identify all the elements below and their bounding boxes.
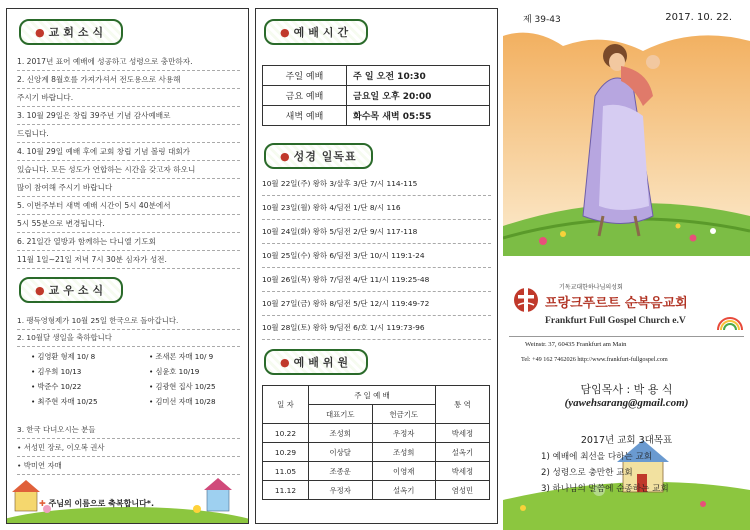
birthday-item: • 박준수 10/22 <box>31 382 82 391</box>
cell-date: 10.22 <box>263 424 309 443</box>
birthday-item: • 김우희 10/13 <box>31 367 82 376</box>
cell-date: 11.12 <box>263 481 309 500</box>
worship-time: 금요일 오후 20:00 <box>347 86 490 106</box>
worship-info-panel <box>255 8 498 524</box>
goal-item: 3) 하나님의 말씀에 순종하는 교회 <box>541 484 669 494</box>
worship-name: 새벽 예배 <box>263 106 347 126</box>
news-line: 11월 1일~21일 저녁 7시 30분 심자가 성전. <box>17 251 240 269</box>
church-goals-title: 2017년 교회 3대목표 <box>580 435 673 446</box>
birthday-list <box>17 349 249 409</box>
table-row <box>263 481 490 500</box>
visitors-list <box>17 421 240 475</box>
cell-translation: 염성민 <box>436 481 490 500</box>
cross-icon: ✚ <box>39 499 46 508</box>
news-line: 있습니다. 모든 성도가 연합하는 시간을 갖고자 하오니 <box>17 161 240 179</box>
birthday-item: • 김미선 자매 10/28 <box>149 397 216 406</box>
table-row <box>263 443 490 462</box>
reading-line: 10월 28일(토) 왕하 9/딤전 6/호 1/시 119:73-96 <box>262 316 491 340</box>
worship-time: 화수목 새벽 05:55 <box>347 106 490 126</box>
news-line: 3. 10월 29일은 창립 39주년 기념 감사예배로 <box>17 107 240 125</box>
visitors-title: 3. 한국 다녀오시는 분들 <box>17 421 240 439</box>
reading-line: 10월 22일(주) 왕하 3/살후 3/단 7/시 114-115 <box>262 172 491 196</box>
col-prayer: 대표기도 <box>309 405 373 424</box>
bible-reading-title: ● 성경 일독표 <box>264 143 373 169</box>
cell-offering: 설옥기 <box>372 481 436 500</box>
goal-item: 1) 예배에 최선을 다하는 교회 <box>541 452 653 462</box>
news-line: 1. 2017년 표어 예배에 성공하고 성령으로 충만하자. <box>17 53 240 71</box>
pastor-name: 담임목사 : 박 용 식 <box>580 383 673 396</box>
reading-line: 10월 26일(목) 왕하 7/딤전 4/단 11/시 119:25-48 <box>262 268 491 292</box>
table-row <box>263 462 490 481</box>
church-name-korean: 프랑크푸르트 순복음교회 <box>545 296 688 311</box>
visitor-item: • 서성민 장로, 이오복 권사 <box>17 439 240 457</box>
worship-times-title: ● 예배시간 <box>264 19 368 45</box>
cell-prayer: 조성희 <box>309 424 373 443</box>
cell-date: 11.05 <box>263 462 309 481</box>
reading-line: 10월 24일(화) 왕하 5/딤전 2/단 9/시 117-118 <box>262 220 491 244</box>
news-line: 5시 55분으로 변경됩니다. <box>17 215 240 233</box>
issue-number: 제 39-43 <box>523 15 561 25</box>
church-logo-icon <box>513 283 539 317</box>
cell-translation: 박세정 <box>436 462 490 481</box>
news-line: 드립니다. <box>17 125 240 143</box>
worship-committee-title: ● 예배위원 <box>264 349 368 375</box>
table-header-row <box>263 386 490 405</box>
cover-illustration-jesus <box>503 26 750 256</box>
table-row <box>263 106 490 126</box>
news-line: 2. 신앙계 8월호를 가져가셔서 전도용으로 사용해 <box>17 71 240 89</box>
church-news-title: ● 교회소식 <box>19 19 123 45</box>
cell-prayer: 조종운 <box>309 462 373 481</box>
cell-offering: 이영재 <box>372 462 436 481</box>
col-offering: 헌금기도 <box>372 405 436 424</box>
cell-offering: 조성희 <box>372 443 436 462</box>
cell-translation: 설옥기 <box>436 443 490 462</box>
member-line: 1. 팽득영형제가 10월 25일 한국으로 돌아갑니다. <box>17 313 240 330</box>
church-affiliation: 기독교대한하나님의성회 <box>559 284 623 291</box>
cell-date: 10.29 <box>263 443 309 462</box>
birthday-item: • 조새론 자매 10/ 9 <box>149 352 214 361</box>
news-line: 많이 참여해 주시기 바랍니다 <box>17 179 240 197</box>
pastor-email: (yawehsarang@gmail.com) <box>564 397 689 409</box>
church-news-panel <box>6 8 249 524</box>
col-date: 일 자 <box>263 386 309 424</box>
visitor-item: • 박미연 자매 <box>17 457 240 475</box>
birthday-item: • 김영환 형제 10/ 8 <box>31 352 96 361</box>
news-line: 6. 21일간 열방과 함께하는 다니엘 기도회 <box>17 233 240 251</box>
church-news-list <box>17 53 240 269</box>
goal-item: 2) 성령으로 충만한 교회 <box>541 468 633 478</box>
church-name-english: Frankfurt Full Gospel Church e.V <box>545 315 686 326</box>
worship-committee-table <box>262 385 490 500</box>
table-row <box>263 424 490 443</box>
blessing-text: ✚ 주님의 이름으로 축복합니다*. <box>39 499 155 508</box>
cell-prayer: 이상달 <box>309 443 373 462</box>
church-contact: Tel: +49 162 7462026 http://www.frankfurt-fullgospel.com <box>521 356 668 363</box>
bible-reading-list <box>262 172 491 340</box>
cell-translation: 박세정 <box>436 424 490 443</box>
col-sunday-group: 주 일 예 배 <box>309 386 436 405</box>
news-line: 5. 이번주부터 새벽 예배 시간이 5시 40분에서 <box>17 197 240 215</box>
reading-line: 10월 25일(수) 왕하 6/딤전 3/단 10/시 119:1-24 <box>262 244 491 268</box>
worship-time: 주 일 오전 10:30 <box>347 66 490 86</box>
news-line: 4. 10월 29일 예배 후에 교회 창립 기념 볼링 대회가 <box>17 143 240 161</box>
church-address: Weinstr. 37, 60435 Frankfurt am Main <box>525 341 627 348</box>
bulletin-cover <box>503 0 750 530</box>
reading-line: 10월 23일(월) 왕하 4/딤전 1/단 8/시 116 <box>262 196 491 220</box>
table-row <box>263 66 490 86</box>
birthday-item: • 심윤호 10/19 <box>149 367 200 376</box>
rainbow-icon <box>716 316 744 330</box>
member-line: 2. 10월달 생일을 축하합니다 <box>17 330 240 347</box>
col-translation: 통 역 <box>436 386 490 424</box>
birthday-item: • 최주현 자매 10/25 <box>31 397 98 406</box>
member-news-list <box>17 313 240 347</box>
divider <box>509 336 744 337</box>
cell-prayer: 우정자 <box>309 481 373 500</box>
table-row <box>263 86 490 106</box>
worship-name: 주일 예배 <box>263 66 347 86</box>
bulletin-date: 2017. 10. 22. <box>665 12 732 23</box>
worship-times-table <box>262 65 490 126</box>
news-line: 주시기 바랍니다. <box>17 89 240 107</box>
reading-line: 10월 27일(금) 왕하 8/딤전 5/단 12/시 119:49-72 <box>262 292 491 316</box>
member-news-title: ● 교우소식 <box>19 277 123 303</box>
birthday-item: • 김광현 집사 10/25 <box>149 382 216 391</box>
worship-name: 금요 예배 <box>263 86 347 106</box>
cell-offering: 우정자 <box>372 424 436 443</box>
